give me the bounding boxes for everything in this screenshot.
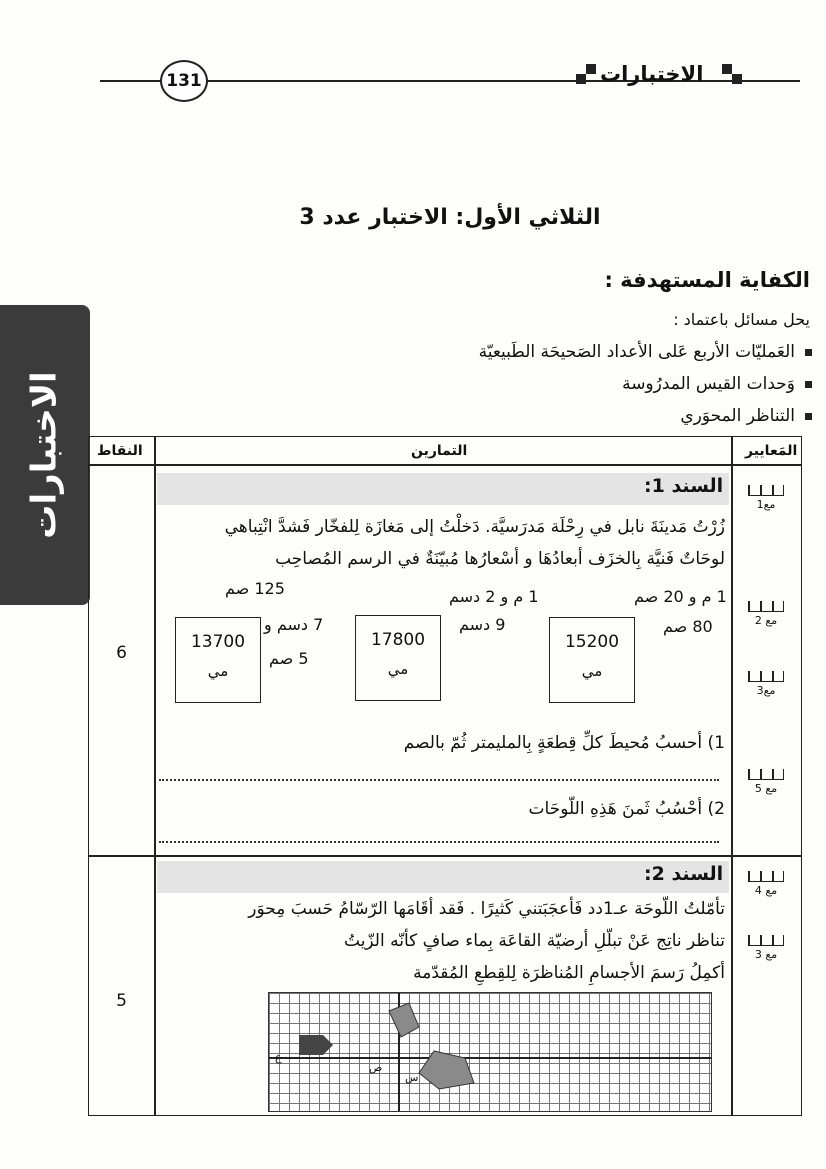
tile-price-card: [549, 617, 635, 703]
tile-dimension: 1 م و 2 دسم: [449, 587, 539, 606]
sanad2-text: تأمّلتُ اللّوحَة عـ1دد فَأعجَبَتني كَثيرًا . فَقد أقَامَها الرّسّامُ حَسبَ مِحوَر: [248, 899, 725, 919]
criterion-box: مع 3: [731, 929, 801, 961]
side-tab-label: الاختبارات: [25, 371, 65, 539]
grey-shape: [389, 1003, 419, 1037]
tile-dimension: 7 دسم و: [264, 615, 324, 634]
grid-label: ص: [369, 1061, 383, 1074]
sanad1-title: السند 1:: [644, 475, 724, 497]
header-divider: [89, 464, 801, 466]
header-square-icon: [722, 64, 732, 74]
competency-intro: يحل مسائل باعتماد :: [673, 310, 810, 329]
page-number: 131: [160, 60, 208, 102]
bullet-icon: [805, 349, 812, 356]
criterion-box: مع 4: [731, 865, 801, 897]
col-divider: [154, 437, 156, 1115]
tile-dimension: 80 صم: [663, 617, 713, 636]
tile-price: 17800: [370, 630, 426, 650]
competency-item: التناظر المحوَري: [680, 406, 812, 426]
question-2: 2) أحْسُبُ ثَمنَ هَذِهِ اللّوحَات: [528, 799, 725, 819]
tile-currency: مي: [581, 662, 603, 680]
grid-label: س: [405, 1071, 419, 1084]
header-square-icon: [732, 74, 742, 84]
tile-dimension: 125 صم: [225, 579, 285, 598]
tile-price-card: [175, 617, 261, 703]
criterion-box: مع1: [731, 479, 801, 511]
tile-currency: مي: [387, 660, 409, 678]
row-divider: [89, 855, 801, 857]
grey-shape: [419, 1051, 474, 1089]
sanad1-text: لوحَاتٌ فَنيَّة بِالخزَف أبعادُهَا و أسْعارُها مُبيّنَةٌ في الرسم المُصاحِب: [275, 549, 725, 569]
sanad2-text: تناظر ناتِج عَنْ تبلّلِ أرضيّة القاعَة بِماء صافٍ كأنّه الزّيتُ: [344, 931, 725, 951]
tile-price: 15200: [564, 632, 620, 652]
tile-dimension: 5 صم: [269, 649, 309, 668]
competency-item: العَمليّات الأربع عَلى الأعداد الصَحيحَة الطَبيعيّة: [479, 342, 812, 362]
answer-line[interactable]: [159, 779, 719, 781]
header-points: النقاط: [97, 443, 143, 459]
competency-item: وَحدات القيس المدرُوسة: [622, 374, 812, 394]
competency-title: الكفاية المستهدفة :: [604, 268, 810, 292]
bullet-icon: [805, 413, 812, 420]
tile-dimension: 9 دسم: [459, 615, 506, 634]
tile-price-card: [355, 615, 441, 701]
criterion-box: مع 5: [731, 763, 801, 795]
points-value: 5: [116, 991, 127, 1011]
sanad1-text: زُرْتُ مَدينَةَ نابل في رِحْلَة مَدرَسيَّة. دَخلْتُ إلى مَغازَة لِلفخّار فَشدَّ انْتِباهي: [224, 517, 725, 537]
symmetry-grid[interactable]: [268, 992, 712, 1112]
grid-shapes: [269, 993, 711, 1111]
question-1: 1) أحسبُ مُحيطَ كلِّ قِطعَةٍ بِالمليمتر ثُمّ بالصم: [403, 733, 725, 753]
sanad2-text: أكمِلُ رَسمَ الأجسامِ المُناظرَة لِلقِطعِ المُقدّمة: [413, 963, 725, 983]
header-criteria: المَعايير: [745, 443, 798, 459]
tile-price: 13700: [190, 632, 246, 652]
header-square-icon: [576, 74, 586, 84]
grid-label: ع: [275, 1051, 282, 1064]
header-exercises: التمارين: [411, 443, 468, 459]
test-title: الثلاثي الأول: الاختبار عدد 3: [299, 205, 601, 230]
header-square-icon: [586, 64, 596, 74]
criterion-box: مع 2: [731, 595, 801, 627]
sanad2-title: السند 2:: [644, 863, 724, 885]
tile-dimension: 1 م و 20 صم: [634, 587, 727, 606]
answer-line[interactable]: [159, 841, 719, 843]
section-title: الاختبارات: [600, 62, 704, 86]
side-tab-label-wrap: [0, 305, 90, 605]
bullet-icon: [805, 381, 812, 388]
dark-shape: [299, 1035, 333, 1055]
tile-currency: مي: [207, 662, 229, 680]
criterion-box: مع3: [731, 665, 801, 697]
points-value: 6: [116, 643, 127, 663]
